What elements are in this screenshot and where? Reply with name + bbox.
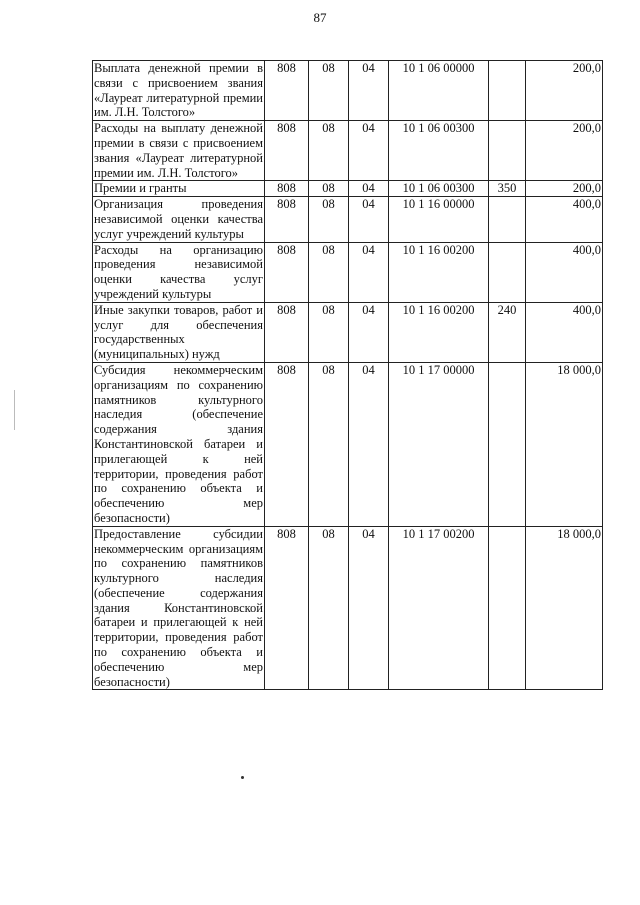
table-row bbox=[93, 61, 603, 121]
expense-type-code bbox=[489, 61, 526, 121]
target-code: 10 1 16 00200 bbox=[389, 242, 489, 302]
amount: 200,0 bbox=[526, 61, 603, 121]
section-code: 08 bbox=[309, 302, 349, 362]
ministry-code: 808 bbox=[265, 302, 309, 362]
table-row bbox=[93, 242, 603, 302]
section-code: 08 bbox=[309, 242, 349, 302]
section-code: 08 bbox=[309, 362, 349, 526]
target-code: 10 1 06 00300 bbox=[389, 181, 489, 197]
table-row bbox=[93, 181, 603, 197]
section-code: 08 bbox=[309, 61, 349, 121]
table-row bbox=[93, 197, 603, 242]
expense-type-code: 350 bbox=[489, 181, 526, 197]
amount: 200,0 bbox=[526, 181, 603, 197]
expense-type-code bbox=[489, 121, 526, 181]
target-code: 10 1 06 00000 bbox=[389, 61, 489, 121]
expense-type-code bbox=[489, 242, 526, 302]
row-name: Иные закупки товаров, работ и услуг для обеспечения государственных (муниципальных) нужд bbox=[94, 302, 263, 362]
ministry-code: 808 bbox=[265, 362, 309, 526]
scan-edge-mark bbox=[14, 390, 15, 430]
target-code: 10 1 16 00000 bbox=[389, 197, 489, 242]
section-code: 08 bbox=[309, 526, 349, 690]
subsection-code: 04 bbox=[349, 181, 389, 197]
subsection-code: 04 bbox=[349, 242, 389, 302]
section-code: 08 bbox=[309, 197, 349, 242]
amount: 200,0 bbox=[526, 121, 603, 181]
target-code: 10 1 17 00200 bbox=[389, 526, 489, 690]
budget-table bbox=[92, 60, 603, 690]
ministry-code: 808 bbox=[265, 121, 309, 181]
amount: 400,0 bbox=[526, 197, 603, 242]
amount: 400,0 bbox=[526, 302, 603, 362]
table-row bbox=[93, 526, 603, 690]
target-code: 10 1 06 00300 bbox=[389, 121, 489, 181]
target-code: 10 1 17 00000 bbox=[389, 362, 489, 526]
table-row bbox=[93, 121, 603, 181]
page-number: 87 bbox=[313, 10, 327, 25]
section-code: 08 bbox=[309, 181, 349, 197]
row-name: Выплата денежной премии в связи с присвоением звания «Лауреат литературной премии им. Л.Н. Толстого» bbox=[94, 61, 263, 120]
table-row bbox=[93, 302, 603, 362]
amount: 18 000,0 bbox=[526, 526, 603, 690]
row-name: Расходы на выплату денежной премии в связи с присвоением звания «Лауреат литературной премии им. Л.Н. Толстого» bbox=[94, 121, 263, 180]
row-name: Премии и гранты bbox=[93, 181, 265, 197]
expense-type-code bbox=[489, 526, 526, 690]
expense-type-code: 240 bbox=[489, 302, 526, 362]
table-row bbox=[93, 362, 603, 526]
expense-type-code bbox=[489, 197, 526, 242]
amount: 18 000,0 bbox=[526, 362, 603, 526]
subsection-code: 04 bbox=[349, 197, 389, 242]
subsection-code: 04 bbox=[349, 61, 389, 121]
ministry-code: 808 bbox=[265, 526, 309, 690]
row-name: Субсидия некоммерческим организациям по сохранению памятников культурного наследия (обеспечение содержания здания Константиновской батареи и прилегающей к ней территории, проведения работ по сохранению объекта и обеспечению мер безопасности) bbox=[94, 362, 263, 525]
ministry-code: 808 bbox=[265, 181, 309, 197]
subsection-code: 04 bbox=[349, 362, 389, 526]
target-code: 10 1 16 00200 bbox=[389, 302, 489, 362]
row-name: Организация проведения независимой оценки качества услуг учреждений культуры bbox=[94, 197, 263, 241]
amount: 400,0 bbox=[526, 242, 603, 302]
ministry-code: 808 bbox=[265, 61, 309, 121]
subsection-code: 04 bbox=[349, 121, 389, 181]
expense-type-code bbox=[489, 362, 526, 526]
ministry-code: 808 bbox=[265, 242, 309, 302]
subsection-code: 04 bbox=[349, 302, 389, 362]
section-code: 08 bbox=[309, 121, 349, 181]
row-name: Расходы на организацию проведения независимой оценки качества услуг учреждений культуры bbox=[94, 242, 263, 301]
subsection-code: 04 bbox=[349, 526, 389, 690]
ministry-code: 808 bbox=[265, 197, 309, 242]
scan-speck bbox=[241, 776, 244, 779]
row-name: Предоставление субсидии некоммерческим организациям по сохранению памятников культурного наследия (обеспечение содержания здания Константиновской батареи и прилегающей к ней территории, проведения работ по сохранению объекта и обеспечению мер безопасности) bbox=[94, 526, 263, 689]
